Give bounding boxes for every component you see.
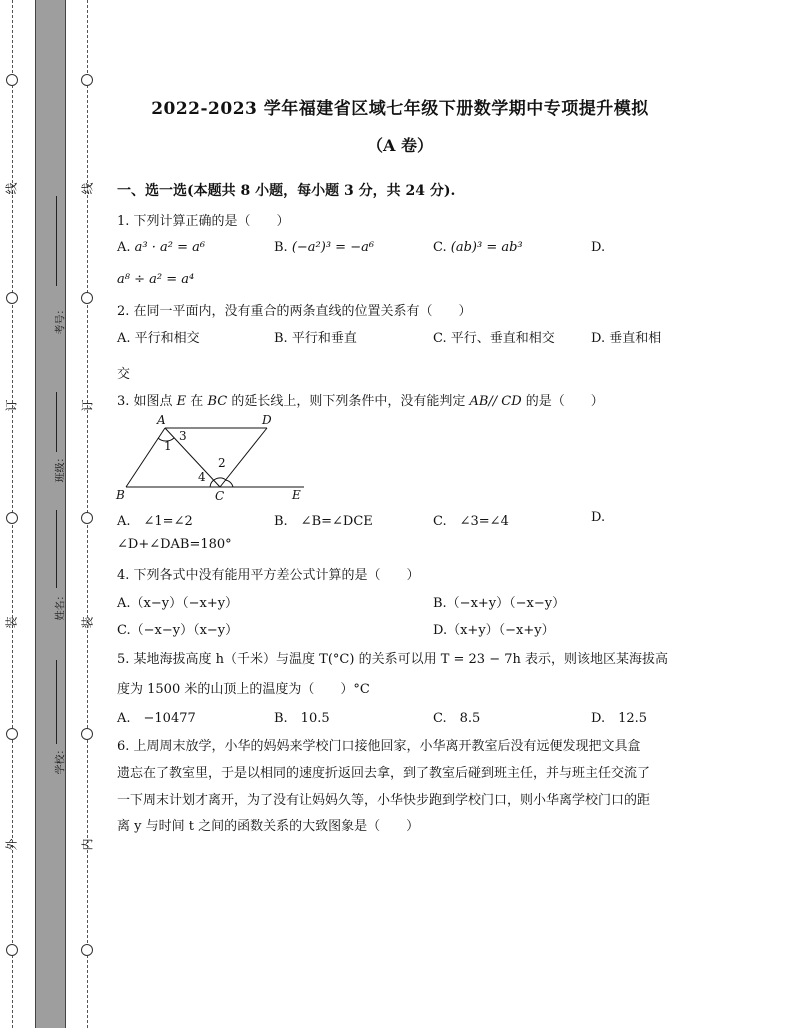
school-field: 学校： — [55, 744, 67, 775]
q1-option-a: A. a³ · a² = a⁶ — [117, 240, 206, 255]
q3-stem: 3. 如图点 E 在 BC 的延长线上，则下列条件中，没有能判定 AB// CD 的是（ ） — [117, 394, 604, 409]
binding-ring — [6, 74, 18, 86]
q3-option-d-label: D. — [591, 510, 606, 525]
q1-option-d: a⁸ ÷ a² = a⁴ — [117, 272, 195, 287]
binding-ring — [6, 728, 18, 740]
outer-mark-wai: 外 — [4, 838, 19, 851]
q4-option-c: C.（−x−y）（x−y） — [117, 623, 239, 638]
q3-option-d: ∠D+∠DAB=180° — [117, 537, 232, 552]
inner-mark-zhuang: 装 — [80, 616, 95, 629]
label-angle-2: 2 — [218, 456, 226, 470]
label-angle-1: 1 — [164, 439, 172, 453]
line-CD — [220, 428, 267, 487]
q3-option-a: A. ∠1=∠2 — [117, 514, 193, 529]
q4-option-d: D.（x+y）（−x+y） — [433, 623, 555, 638]
q6-stem-line2: 遗忘在了教室里，于是以相同的速度折返回去拿，到了教室后碰到班主任，并与班主任交流了 — [117, 766, 651, 781]
binding-ring — [81, 944, 93, 956]
page-subtitle: （A 卷） — [367, 136, 433, 155]
label-A: A — [157, 413, 166, 427]
q3-geometry-figure — [112, 410, 312, 502]
q2-option-d: D. 垂直和相 — [591, 331, 662, 346]
q5-option-c: C. 8.5 — [433, 711, 481, 726]
q4-option-a: A.（x−y）（−x+y） — [117, 596, 239, 611]
q5-option-d: D. 12.5 — [591, 711, 648, 726]
binding-ring — [81, 74, 93, 86]
q2-option-b: B. 平行和垂直 — [274, 331, 357, 346]
label-angle-3: 3 — [179, 429, 187, 443]
label-C: C — [215, 489, 225, 502]
binding-ring — [81, 728, 93, 740]
q6-stem-line4: 离 y 与时间 t 之间的函数关系的大致图象是（ ） — [117, 819, 420, 834]
binding-ring — [6, 292, 18, 304]
q6-stem-line3: 一下周末计划才离开，为了没有让妈妈久等，小华快步跑到学校门口，则小华离学校门口的距 — [117, 793, 651, 808]
q6-stem-line1: 6. 上周周末放学，小华的妈妈来学校门口接他回家，小华离开教室后没有远便发现把文具盒 — [117, 739, 641, 754]
line-AC — [165, 428, 220, 487]
class-line — [56, 392, 57, 452]
q2-option-a: A. 平行和相交 — [117, 331, 200, 346]
q1-option-d-label: D. — [591, 240, 606, 255]
q3-option-b: B. ∠B=∠DCE — [274, 514, 373, 529]
label-E: E — [292, 488, 301, 502]
school-line — [56, 660, 57, 744]
q4-stem: 4. 下列各式中没有能用平方差公式计算的是（ ） — [117, 568, 420, 583]
class-field: 班级： — [55, 452, 67, 483]
binding-ring — [81, 512, 93, 524]
label-B: B — [116, 488, 125, 502]
label-angle-4: 4 — [198, 470, 206, 484]
exam-number-field: 考号： — [55, 304, 67, 335]
q2-stem: 2. 在同一平面内，没有重合的两条直线的位置关系有（ ） — [117, 304, 472, 319]
outer-mark-ding: 订 — [4, 399, 19, 412]
angle-arc-2 — [225, 480, 233, 487]
outer-mark-xian: 线 — [4, 182, 19, 195]
exam-number-line — [56, 196, 57, 286]
binding-ring — [81, 292, 93, 304]
section-heading: 一、选一选(本题共 8 小题，每小题 3 分，共 24 分). — [117, 183, 456, 199]
name-line — [56, 510, 57, 588]
q5-option-a: A. −10477 — [117, 711, 196, 726]
q5-stem-line1: 5. 某地海拔高度 h（千米）与温度 T(°C) 的关系可以用 T = 23 − 7h 表示，则该地区某海拔高 — [117, 652, 669, 667]
label-D: D — [262, 413, 272, 427]
q3-option-c: C. ∠3=∠4 — [433, 514, 509, 529]
q2-option-c: C. 平行、垂直和相交 — [433, 331, 555, 346]
inner-mark-xian: 线 — [80, 182, 95, 195]
line-AB — [126, 428, 165, 487]
q4-option-b: B.（−x+y）（−x−y） — [433, 596, 566, 611]
binding-bar — [35, 0, 66, 1028]
q5-option-b: B. 10.5 — [274, 711, 330, 726]
q1-option-c: C. (ab)³ = ab³ — [433, 240, 523, 255]
q1-stem: 1. 下列计算正确的是（ ） — [117, 214, 290, 229]
page-title: 2022-2023 学年福建省区域七年级下册数学期中专项提升模拟 — [151, 99, 649, 119]
q1-option-b: B. (−a²)³ = −a⁶ — [274, 240, 375, 255]
binding-ring — [6, 944, 18, 956]
binding-ring — [6, 512, 18, 524]
outer-mark-zhuang: 装 — [4, 616, 19, 629]
inner-mark-ding: 订 — [80, 399, 95, 412]
inner-mark-nei: 内 — [80, 838, 95, 851]
name-field: 姓名： — [55, 590, 67, 621]
q5-stem-line2: 度为 1500 米的山顶上的温度为（ ）°C — [117, 682, 370, 697]
q2-option-d-continued: 交 — [117, 367, 131, 382]
